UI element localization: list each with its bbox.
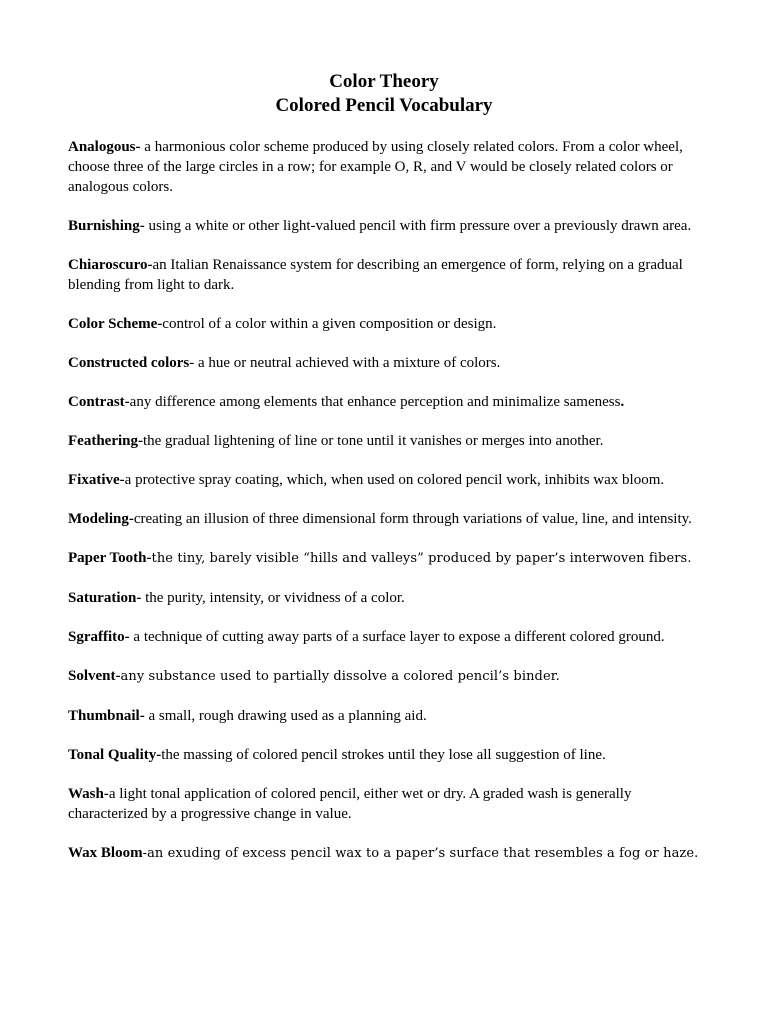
vocabulary-definition: any difference among elements that enhance perception and minimalize sameness (129, 394, 621, 410)
vocabulary-entry (68, 843, 708, 864)
vocabulary-list (68, 137, 708, 883)
vocabulary-term: Chiaroscuro- (68, 257, 153, 273)
vocabulary-entry (68, 392, 708, 412)
vocabulary-definition: using a white or other light-valued pencil with firm pressure over a previously drawn area. (144, 218, 692, 234)
vocabulary-term: Contrast- (68, 394, 130, 410)
document-title: Color Theory (329, 71, 439, 92)
vocabulary-definition: the massing of colored pencil strokes until they lose all suggestion of line. (161, 747, 606, 763)
vocabulary-term: Burnishing- (68, 218, 145, 234)
vocabulary-entry (68, 314, 708, 334)
vocabulary-entry (68, 784, 708, 824)
vocabulary-entry (68, 255, 708, 295)
vocabulary-entry (68, 745, 708, 765)
vocabulary-entry (68, 216, 708, 236)
vocabulary-term: Wash- (68, 786, 109, 802)
vocabulary-definition: a protective spray coating, which, when used on colored pencil work, inhibits wax bloom. (124, 472, 665, 488)
vocabulary-entry (68, 666, 708, 687)
vocabulary-definition: creating an illusion of three dimensional form through variations of value, line, and intensity. (133, 511, 692, 527)
vocabulary-definition: any substance used to partially dissolve a colored pencil’s binder. (120, 669, 560, 684)
vocabulary-term: Fixative- (68, 472, 125, 488)
vocabulary-entry (68, 137, 708, 197)
vocabulary-definition: the gradual lightening of line or tone until it vanishes or merges into another. (142, 433, 604, 449)
vocabulary-term: Solvent- (68, 668, 121, 684)
vocabulary-trailing-period: . (620, 394, 625, 410)
vocabulary-definition: a small, rough drawing used as a planning aid. (144, 708, 427, 724)
document-subtitle: Colored Pencil Vocabulary (275, 95, 493, 116)
title-block (0, 70, 768, 118)
vocabulary-term: Wax Bloom (68, 845, 143, 861)
vocabulary-term: Tonal Quality- (68, 747, 162, 763)
vocabulary-definition: -an exuding of excess pencil wax to a paper’s surface that resembles a fog or haze. (142, 846, 699, 861)
vocabulary-term: Modeling- (68, 511, 134, 527)
vocabulary-term: Saturation- (68, 590, 142, 606)
vocabulary-definition: a light tonal application of colored pencil, either wet or dry. A graded wash is generally characterized by a progressive change in value. (68, 786, 632, 822)
vocabulary-entry (68, 627, 708, 647)
vocabulary-definition: control of a color within a given composition or design. (162, 316, 497, 332)
vocabulary-definition: the purity, intensity, or vividness of a color. (141, 590, 405, 606)
vocabulary-term: Color Scheme- (68, 316, 163, 332)
vocabulary-term: Analogous- (68, 139, 141, 155)
vocabulary-entry (68, 588, 708, 608)
vocabulary-term: Constructed colors (68, 355, 190, 371)
vocabulary-definition: a harmonious color scheme produced by using closely related colors. From a color wheel, choose three of the large circles in a row; for example O, R, and V would be closely related colors or analogous colors. (68, 139, 683, 195)
vocabulary-entry (68, 353, 708, 373)
vocabulary-definition: an Italian Renaissance system for describing an emergence of form, relying on a gradual blending from light to dark. (68, 257, 683, 293)
vocabulary-term: Feathering- (68, 433, 143, 449)
vocabulary-definition: the tiny, barely visible “hills and valleys” produced by paper’s interwoven fibers. (151, 551, 692, 566)
vocabulary-entry (68, 706, 708, 726)
vocabulary-entry (68, 431, 708, 451)
vocabulary-entry (68, 509, 708, 529)
vocabulary-term: Sgraffito- (68, 629, 130, 645)
vocabulary-term: Thumbnail- (68, 708, 145, 724)
vocabulary-entry (68, 548, 708, 569)
vocabulary-definition: a technique of cutting away parts of a surface layer to expose a different colored ground. (129, 629, 665, 645)
vocabulary-term: Paper Tooth- (68, 550, 152, 566)
vocabulary-entry (68, 470, 708, 490)
vocabulary-definition: - a hue or neutral achieved with a mixture of colors. (189, 355, 501, 371)
